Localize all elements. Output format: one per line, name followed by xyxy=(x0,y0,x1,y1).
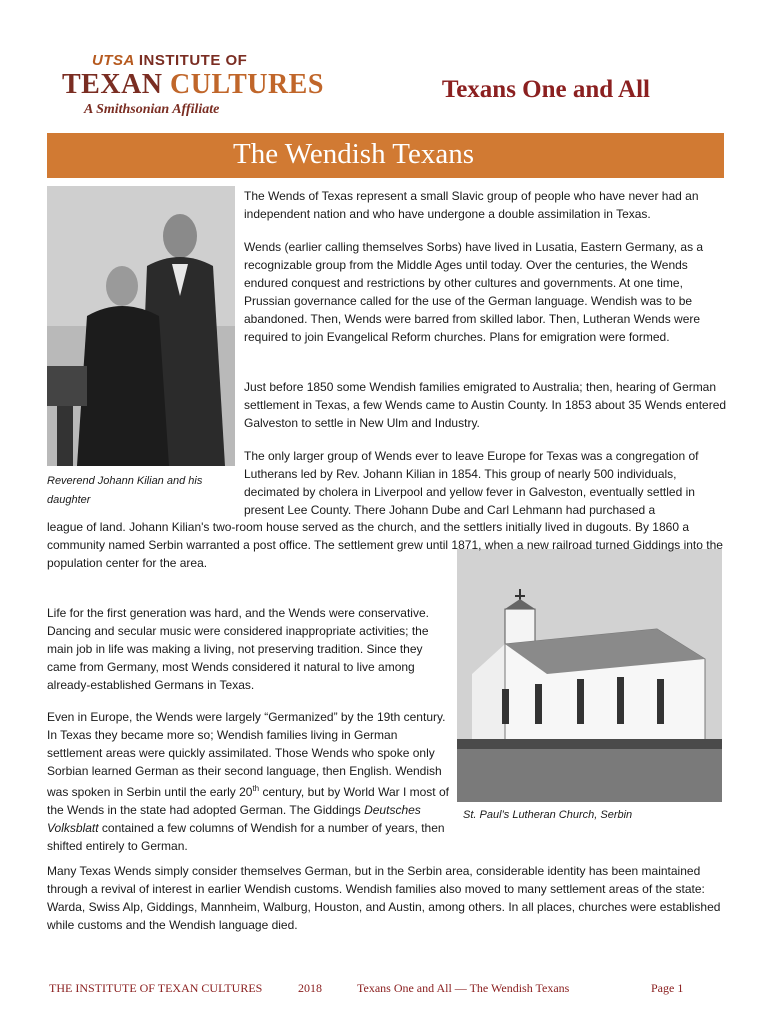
logo-smithsonian: A Smithsonian Affiliate xyxy=(84,102,220,117)
paragraph-4a: The only larger group of Wends ever to leave Europe for Texas was a congregation of Lutherans led by Rev. Johann Kilian in 1854. This group of nearly 500 individuals, decimated by cholera in Liverpool and yellow fever in Galveston, eventually settled in present Lee County. There Johann Dube and Carl Lehmann had purchased a xyxy=(244,449,699,517)
paragraph-3: Just before 1850 some Wendish families emigrated to Australia; then, hearing of German settlement in Texas, a few Wends came to Austin County. In 1853 about 35 Wends entered Galveston to settle in New Ulm and Industry. xyxy=(244,380,727,430)
paragraph-4a-block xyxy=(244,447,728,519)
title-banner xyxy=(47,133,724,178)
kilian-portrait-photo xyxy=(47,186,235,466)
logo-top-line xyxy=(92,52,247,69)
paragraph-2: Wends (earlier calling themselves Sorbs) have lived in Lusatia, Eastern Germany, as a recognizable group from the Middle Ages until today. Over the centuries, the Wends endured conquest and restrictions by other cultures and governments. At one time, Prussian governance called for the use of the German language. Wendish was to be abandoned. Then, Wends were barred from skilled labor. Then, Lutheran Wends were required to join Evangelical Reform churches. Plans for emigration were formed. xyxy=(244,240,704,344)
logo-texan: TEXAN xyxy=(62,69,163,100)
church-caption: St. Paul’s Lutheran Church, Serbin xyxy=(463,809,633,821)
logo-institute-of: INSTITUTE OF xyxy=(138,52,248,69)
portrait-illustration xyxy=(47,186,235,466)
paragraph-7: Many Texas Wends simply consider themselves German, but in the Serbin area, considerable identity has been maintained through a revival of interest in earlier Wendish customs. Wendish families also moved to many settlement areas of the state: Warda, Swiss Alp, Giddings, Mannheim, Walburg, Houston, and Austin, among others. In all places, churches were established while customs and the Wendish language died. xyxy=(47,864,721,932)
paragraph-4b-block xyxy=(47,518,728,572)
logo-main-line xyxy=(62,69,324,101)
church-photo xyxy=(457,549,722,802)
page-title: The Wendish Texans xyxy=(233,138,475,170)
paragraph-6-part-b: century, but by World War I most of the Wends in the state had adopted German. The Giddings xyxy=(47,785,449,817)
paragraph-5: Life for the first generation was hard, and the Wends were conservative. Dancing and secular music were considered inappropriate activities; the main job in life was making a living, not preserving tradition. Since they came from Germany, most Wends considered it natural to live among already-established Germans in Texas. xyxy=(47,606,429,692)
paragraph-4b: league of land. Johann Kilian's two-room house served as the church, and the settlers initially lived in dugouts. By 1860 a community named Serbin warranted a post office. The settlement grew until 1871, when a new railroad turned Giddings into the population center for the area. xyxy=(47,520,723,570)
volksblatt-title: Deutsches Volksblatt xyxy=(47,803,421,835)
paragraph-1: The Wends of Texas represent a small Slavic group of people who have never had an independent nation and who have undergone a double assimilation in Texas. xyxy=(244,189,699,221)
paragraph-6-part-c: contained a few columns of Wendish for a number of years, then shifted entirely to German. xyxy=(47,821,445,853)
series-title: Texans One and All xyxy=(441,76,650,103)
church-illustration xyxy=(457,549,722,802)
footer-year: 2018 xyxy=(298,981,322,995)
footer-page-number: Page 1 xyxy=(651,981,684,995)
logo-cultures: CULTURES xyxy=(170,69,324,100)
paragraph-7-block xyxy=(47,862,728,934)
institute-logo xyxy=(62,52,332,124)
superscript-th: th xyxy=(252,784,260,793)
paragraph-2-block xyxy=(244,238,728,346)
footer-org: THE INSTITUTE OF TEXAN CULTURES xyxy=(49,981,263,995)
footer-doc-title: Texans One and All — The Wendish Texans xyxy=(357,981,570,995)
paragraph-6-part-a: Even in Europe, the Wends were largely “Germanized” by the 19th century. In Texas they became more so; Wendish families living in German settlement areas were quickly assimilated. Those Wends who spoke only Sorbian learned German as their second language, then English. Wendish was spoken in Serbin until the early 20 xyxy=(47,710,446,799)
kilian-caption: Reverend Johann Kilian and his daughter xyxy=(47,475,203,506)
paragraph-6-block xyxy=(47,708,451,855)
paragraph-intro xyxy=(244,187,728,223)
paragraph-3-block xyxy=(244,378,728,432)
utsa-wordmark: UTSA xyxy=(92,52,135,69)
paragraph-6 xyxy=(47,708,451,855)
paragraph-5-block xyxy=(47,604,449,694)
